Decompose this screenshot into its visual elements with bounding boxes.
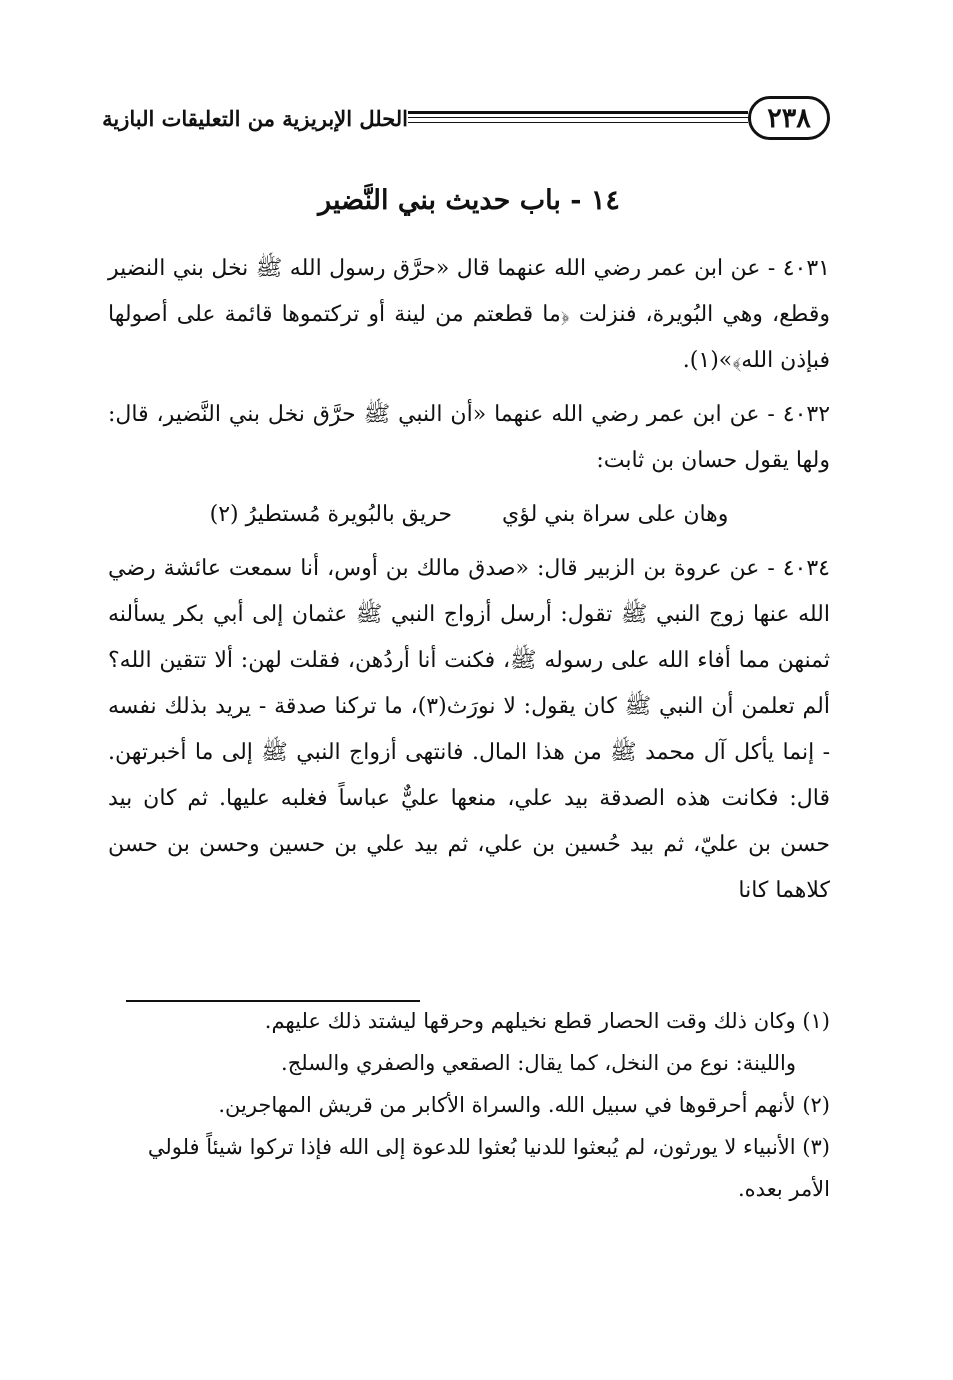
main-text <box>108 246 830 922</box>
chapter-title: ١٤ - باب حديث بني النَّضير <box>318 185 620 216</box>
hadith-4032: ٤٠٣٢ - عن ابن عمر رضي الله عنهما «أن النبي ﷺ حرَّق نخل بني النَّضير، قال: ولها يقول حسان بن ثابت: <box>108 402 831 473</box>
footnotes <box>108 1000 830 1210</box>
page-number: ٢٣٨ <box>748 96 830 140</box>
footnote-3: (٣) الأنبياء لا يورثون، لم يُبعثوا للدنيا بُعثوا للدعوة إلى الله فإذا تركوا شيئاً فلولي الأمر بعده. <box>147 1135 830 1201</box>
hadith-4034: ٤٠٣٤ - عن عروة بن الزبير قال: «صدق مالك بن أوس، أنا سمعت عائشة رضي الله عنها زوج النبي ﷺ تقول: أرسل أزواج النبي ﷺ عثمان إلى أبي بكر يسألنه ثمنهن مما أفاء الله على رسوله ﷺ، فكنت أنا أردُهن، فقلت لهن: ألا تتقين الله؟ ألم تعلمن أن النبي ﷺ كان يقول: لا نورَث(٣)، ما تركنا صدقة - يريد بذلك نفسه - إنما يأكل آل محمد ﷺ من هذا المال. فانتهى أزواج النبي ﷺ إلى ما أخبرتهن. قال: فكانت هذه الصدقة بيد علي، منعها عليٌّ عباساً فغلبه عليها. ثم كان بيد حسن بن عليّ، ثم بيد حُسين بن علي، ثم بيد علي بن حسين وحسن بن حسن كلاهما كانا <box>108 556 830 903</box>
verse-first-hemistich: وهان على سراة بني لؤي <box>502 502 729 527</box>
book-title: الحلل الإبريزية من التعليقات البازية <box>102 106 408 131</box>
running-header <box>102 96 830 156</box>
header-rule <box>408 111 748 123</box>
footnote-1-continued: واللينة: نوع من النخل، كما يقال: الصقعي والصفري والسلج. <box>281 1051 796 1075</box>
poetry-verse <box>108 492 830 538</box>
footnote-1: (١) وكان ذلك وقت الحصار قطع نخيلهم وحرقها ليشتد ذلك عليهم. <box>264 1009 830 1033</box>
verse-second-hemistich: حريق بالبُويرة مُستطيرُ (٢) <box>209 502 452 527</box>
hadith-4031: ٤٠٣١ - عن ابن عمر رضي الله عنهما قال «حرَّق رسول الله ﷺ نخل بني النضير وقطع، وهي البُويرة، فنزلت ﴿ما قطعتم من لينة أو تركتموها قائمة على أصولها فبإذن الله﴾»(١). <box>108 256 830 373</box>
footnote-2: (٢) لأنهم أحرقوها في سبيل الله. والسراة الأكابر من قريش المهاجرين. <box>218 1093 830 1117</box>
